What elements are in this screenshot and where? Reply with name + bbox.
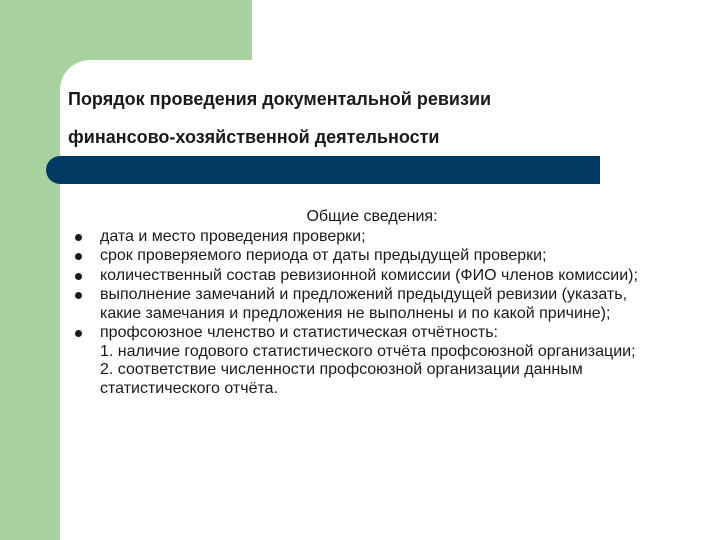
list-item: [72, 247, 672, 266]
list-item-text: профсоюзное членство и статистическая отчётность:: [100, 324, 498, 341]
list-item: [72, 324, 672, 398]
sub-item: 1. наличие годового статистического отчёта профсоюзной организации;: [100, 342, 636, 360]
list-item-text: количественный состав ревизионной комиссии (ФИО членов комиссии);: [100, 266, 638, 284]
bullet-icon: [75, 253, 82, 260]
slide-title: [68, 80, 668, 156]
list-item-text: срок проверяемого периода от даты предыдущей проверки;: [100, 247, 547, 264]
list-item-text: дата и место проведения проверки;: [100, 227, 366, 245]
decor-green-left: [0, 0, 60, 540]
slide-content: [72, 208, 672, 399]
bullet-icon: [75, 330, 82, 337]
bullet-icon: [75, 234, 82, 241]
bullet-icon: [75, 273, 82, 280]
list-item: [72, 286, 672, 323]
list-item: [72, 267, 672, 286]
list-item: [72, 228, 672, 247]
section-heading: Общие сведения:: [306, 208, 438, 225]
bullet-icon: [75, 292, 82, 299]
sub-item: 2. соответствие численности профсоюзной организации данным статистического отчёта.: [100, 361, 583, 397]
bullet-list: [72, 228, 672, 399]
list-item-text: выполнение замечаний и предложений предыдущей ревизии (указать, какие замечания и предложения не выполнены и по какой причине);: [100, 286, 628, 322]
title-bar: [60, 156, 600, 184]
title-line-1: Порядок проведения документальной ревизии: [68, 89, 492, 109]
title-line-2: финансово-хозяйственной деятельности: [68, 127, 440, 147]
